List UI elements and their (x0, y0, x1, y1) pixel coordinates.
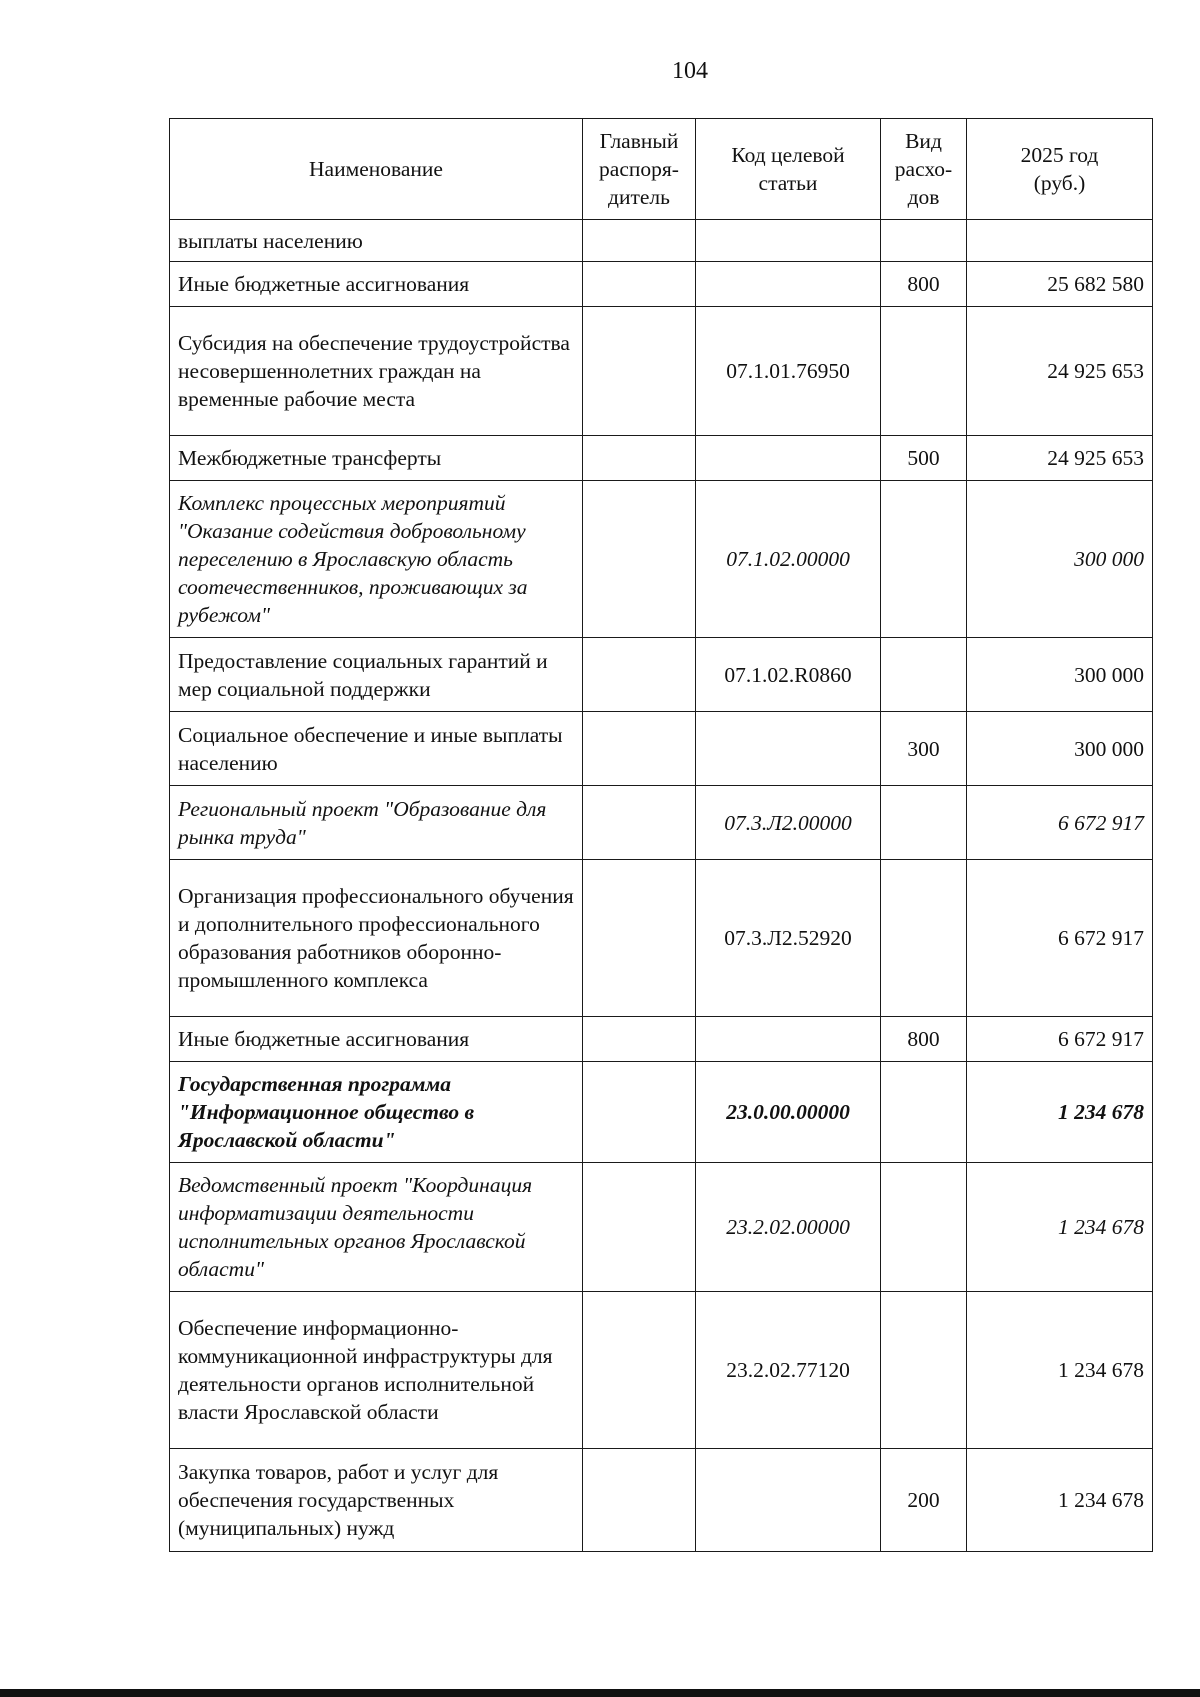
cell-target-code (696, 436, 881, 481)
cell-amount: 1 234 678 (967, 1292, 1153, 1449)
cell-target-code (696, 220, 881, 262)
table-row (170, 860, 1153, 1017)
cell-expense-type (881, 481, 967, 638)
cell-target-code (696, 712, 881, 786)
table-row (170, 786, 1153, 860)
cell-name: Межбюджетные трансферты (170, 436, 583, 481)
cell-amount: 300 000 (967, 481, 1153, 638)
cell-target-code (696, 1449, 881, 1552)
budget-table (169, 118, 1153, 1552)
cell-name: Предоставление социальных гарантий и мер социальной поддержки (170, 638, 583, 712)
cell-main-manager (583, 860, 696, 1017)
cell-name: Организация профессионального обучения и дополнительного профессионального образования работников оборонно-промышленного комплекса (170, 860, 583, 1017)
cell-amount: 24 925 653 (967, 436, 1153, 481)
table-row (170, 307, 1153, 436)
cell-name: Иные бюджетные ассигнования (170, 262, 583, 307)
cell-expense-type (881, 638, 967, 712)
cell-expense-type (881, 786, 967, 860)
cell-amount: 25 682 580 (967, 262, 1153, 307)
cell-target-code (696, 262, 881, 307)
header-expense-type: Вид расхо- дов (881, 119, 967, 220)
cell-expense-type (881, 1062, 967, 1163)
table-body (170, 220, 1153, 1552)
cell-main-manager (583, 1062, 696, 1163)
cell-target-code: 23.2.02.77120 (696, 1292, 881, 1449)
cell-expense-type (881, 1163, 967, 1292)
cell-main-manager (583, 712, 696, 786)
cell-main-manager (583, 481, 696, 638)
cell-amount (967, 220, 1153, 262)
cell-target-code: 07.3.Л2.52920 (696, 860, 881, 1017)
cell-name: Закупка товаров, работ и услуг для обеспечения государственных (муниципальных) нужд (170, 1449, 583, 1552)
table-row (170, 1062, 1153, 1163)
cell-amount: 300 000 (967, 712, 1153, 786)
cell-expense-type (881, 307, 967, 436)
table-row (170, 262, 1153, 307)
cell-main-manager (583, 307, 696, 436)
cell-target-code: 07.3.Л2.00000 (696, 786, 881, 860)
cell-main-manager (583, 1292, 696, 1449)
cell-expense-type (881, 860, 967, 1017)
header-target-code: Код целевой статьи (696, 119, 881, 220)
cell-name: Комплекс процессных мероприятий "Оказание содействия добровольному переселению в Ярославскую область соотечественников, проживающих за рубежом" (170, 481, 583, 638)
cell-expense-type: 800 (881, 1017, 967, 1062)
cell-expense-type (881, 220, 967, 262)
cell-main-manager (583, 1017, 696, 1062)
table-row (170, 436, 1153, 481)
cell-amount: 1 234 678 (967, 1062, 1153, 1163)
scan-bottom-edge (0, 1689, 1200, 1697)
table-row (170, 1292, 1153, 1449)
table-row (170, 1449, 1153, 1552)
cell-main-manager (583, 1449, 696, 1552)
cell-name: Обеспечение информационно-коммуникационной инфраструктуры для деятельности органов исполнительной власти Ярославской области (170, 1292, 583, 1449)
cell-name: Региональный проект "Образование для рынка труда" (170, 786, 583, 860)
cell-expense-type: 300 (881, 712, 967, 786)
table-row (170, 638, 1153, 712)
cell-main-manager (583, 262, 696, 307)
table-row (170, 220, 1153, 262)
table-header-row (170, 119, 1153, 220)
cell-target-code: 07.1.02.R0860 (696, 638, 881, 712)
cell-amount: 24 925 653 (967, 307, 1153, 436)
cell-name: Социальное обеспечение и иные выплаты населению (170, 712, 583, 786)
cell-amount: 6 672 917 (967, 860, 1153, 1017)
table-row (170, 712, 1153, 786)
page-number: 104 (672, 58, 708, 84)
cell-target-code: 07.1.02.00000 (696, 481, 881, 638)
cell-main-manager (583, 638, 696, 712)
cell-name: выплаты населению (170, 220, 583, 262)
cell-main-manager (583, 436, 696, 481)
header-name: Наименование (170, 119, 583, 220)
cell-target-code (696, 1017, 881, 1062)
cell-name: Ведомственный проект "Координация информатизации деятельности исполнительных органов Ярославской области" (170, 1163, 583, 1292)
cell-expense-type: 500 (881, 436, 967, 481)
cell-target-code: 23.2.02.00000 (696, 1163, 881, 1292)
cell-amount: 6 672 917 (967, 786, 1153, 860)
cell-name: Субсидия на обеспечение трудоустройства несовершеннолетних граждан на временные рабочие места (170, 307, 583, 436)
header-main-manager: Главный распоря- дитель (583, 119, 696, 220)
cell-amount: 1 234 678 (967, 1449, 1153, 1552)
cell-name: Иные бюджетные ассигнования (170, 1017, 583, 1062)
cell-main-manager (583, 1163, 696, 1292)
table-row (170, 1163, 1153, 1292)
table-row (170, 481, 1153, 638)
header-year-amount: 2025 год (руб.) (967, 119, 1153, 220)
table-row (170, 1017, 1153, 1062)
cell-target-code: 23.0.00.00000 (696, 1062, 881, 1163)
cell-target-code: 07.1.01.76950 (696, 307, 881, 436)
cell-amount: 6 672 917 (967, 1017, 1153, 1062)
cell-expense-type: 200 (881, 1449, 967, 1552)
cell-amount: 300 000 (967, 638, 1153, 712)
cell-amount: 1 234 678 (967, 1163, 1153, 1292)
cell-main-manager (583, 786, 696, 860)
cell-name: Государственная программа "Информационное общество в Ярославской области" (170, 1062, 583, 1163)
cell-expense-type (881, 1292, 967, 1449)
cell-expense-type: 800 (881, 262, 967, 307)
cell-main-manager (583, 220, 696, 262)
